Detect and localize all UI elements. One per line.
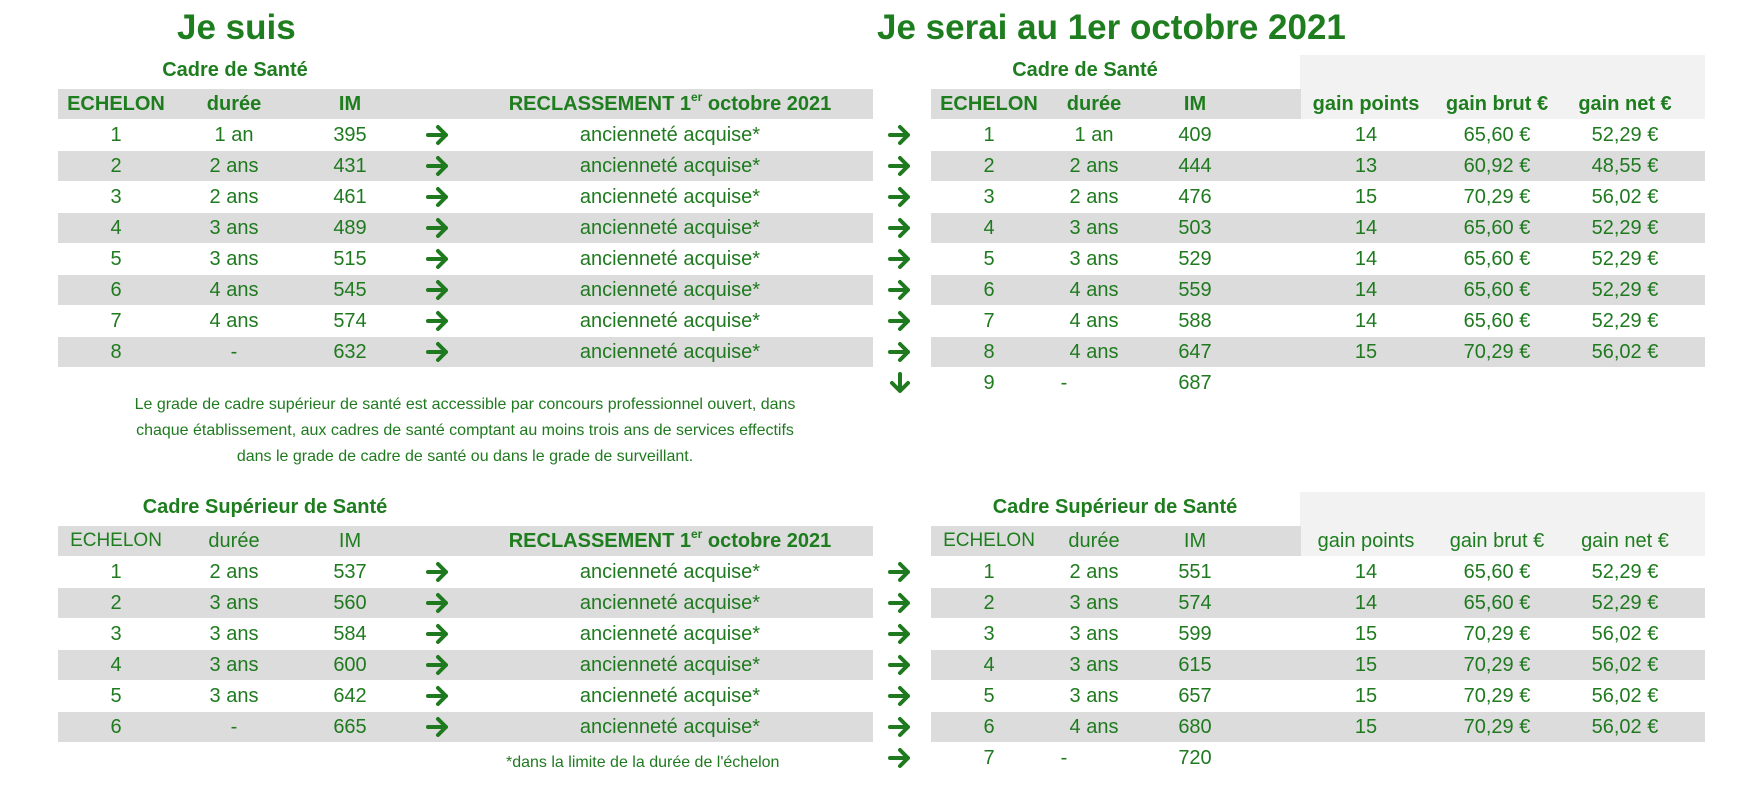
- gain-net-cell: 52,29 €: [1591, 217, 1659, 239]
- gain-net-cell: 56,02 €: [1591, 654, 1659, 676]
- arrow-right-icon: [425, 561, 451, 583]
- new-echelon-cell: 4: [983, 217, 995, 239]
- new-duree-cell: 3 ans: [1069, 248, 1119, 270]
- gain-points-cell: 14: [1354, 561, 1378, 583]
- gain-net-cell: 56,02 €: [1591, 685, 1659, 707]
- superieur-col-new-echelon: ECHELON: [943, 530, 1035, 551]
- echelon-cell: 1: [110, 561, 122, 583]
- arrow-right-icon: [425, 341, 451, 363]
- gain-points-cell: 14: [1354, 592, 1378, 614]
- arrow-right-icon: [887, 561, 913, 583]
- gain-brut-cell: 70,29 €: [1463, 654, 1531, 676]
- cadre-col-echelon: ECHELON: [67, 93, 165, 115]
- im-cell: 574: [333, 310, 367, 332]
- new-echelon-cell: 3: [983, 623, 995, 645]
- gain-brut-cell: 65,60 €: [1463, 561, 1531, 583]
- reclassement-label: RECLASSEMENT 1: [508, 93, 691, 115]
- new-echelon-cell: 8: [983, 341, 995, 363]
- new-im-cell: 559: [1178, 279, 1212, 301]
- duree-cell: 3 ans: [209, 623, 259, 645]
- gain-points-cell: 13: [1354, 155, 1378, 177]
- superieur-col-new-im: IM: [1183, 530, 1207, 552]
- new-echelon-cell: 7: [983, 310, 995, 332]
- echelon-cell: 4: [110, 654, 122, 676]
- new-im-cell: 720: [1178, 747, 1212, 769]
- reclassement-cell: ancienneté acquise*: [579, 155, 761, 177]
- arrow-right-icon: [425, 186, 451, 208]
- gain-net-cell: 52,29 €: [1591, 310, 1659, 332]
- reclassement-cell: ancienneté acquise*: [579, 592, 761, 614]
- superieur-gain-title-band: [1300, 492, 1705, 526]
- cadre-gain-title-band: [1300, 55, 1705, 89]
- reclassement-cell: ancienneté acquise*: [579, 341, 761, 363]
- reclassement-cell: ancienneté acquise*: [579, 685, 761, 707]
- im-cell: 665: [333, 716, 367, 738]
- echelon-cell: 4: [110, 217, 122, 239]
- new-echelon-cell: 6: [983, 279, 995, 301]
- arrow-right-icon: [425, 654, 451, 676]
- cadre-col-new-echelon: ECHELON: [940, 93, 1038, 115]
- new-im-cell: 588: [1178, 310, 1212, 332]
- new-im-cell: 551: [1178, 561, 1212, 583]
- gain-brut-cell: 65,60 €: [1463, 217, 1531, 239]
- cadre-col-new-duree: durée: [1066, 93, 1122, 115]
- new-duree-cell: 4 ans: [1069, 310, 1119, 332]
- arrow-right-icon: [887, 747, 913, 769]
- echelon-cell: 5: [110, 248, 122, 270]
- note-line-2: chaque établissement, aux cadres de santé comptant au moins trois ans de services effectifs: [136, 422, 794, 439]
- echelon-cell: 5: [110, 685, 122, 707]
- reclassement-cell: ancienneté acquise*: [579, 716, 761, 738]
- echelon-cell: 2: [110, 592, 122, 614]
- reclassement-cell: ancienneté acquise*: [579, 248, 761, 270]
- cadre-right-title: Cadre de Santé: [1012, 59, 1158, 81]
- arrow-right-icon: [425, 124, 451, 146]
- superieur-col-gain-net: gain net €: [1581, 530, 1669, 552]
- arrow-down-icon: [887, 372, 913, 394]
- new-im-cell: 615: [1178, 654, 1212, 676]
- duree-cell: 3 ans: [209, 592, 259, 614]
- new-echelon-cell: 5: [983, 248, 995, 270]
- duree-cell: 4 ans: [209, 279, 259, 301]
- gain-points-cell: 14: [1354, 310, 1378, 332]
- reclassement-cell: ancienneté acquise*: [579, 124, 761, 146]
- reclassement-cell: ancienneté acquise*: [579, 217, 761, 239]
- echelon-cell: 6: [110, 716, 122, 738]
- echelon-cell: 7: [110, 310, 122, 332]
- gain-points-cell: 15: [1354, 341, 1378, 363]
- gain-points-cell: 14: [1354, 279, 1378, 301]
- new-im-cell: 647: [1178, 341, 1212, 363]
- arrow-right-icon: [887, 685, 913, 707]
- new-duree-cell: 4 ans: [1069, 279, 1119, 301]
- duree-cell: 1 an: [214, 124, 254, 146]
- reclassement-cell: ancienneté acquise*: [579, 310, 761, 332]
- new-im-cell: 476: [1178, 186, 1212, 208]
- new-duree-cell: 2 ans: [1069, 561, 1119, 583]
- note-line-3: dans le grade de cadre de santé ou dans le grade de surveillant.: [236, 448, 694, 465]
- cadre-left-title: Cadre de Santé: [162, 59, 308, 81]
- cadre-col-gain-net: gain net €: [1578, 93, 1672, 115]
- arrow-right-icon: [425, 685, 451, 707]
- gain-brut-cell: 65,60 €: [1463, 279, 1531, 301]
- im-cell: 632: [333, 341, 367, 363]
- new-echelon-cell: 9: [983, 372, 995, 394]
- gain-brut-cell: 70,29 €: [1463, 341, 1531, 363]
- reclassement-sup: er: [690, 527, 703, 541]
- gain-points-cell: 14: [1354, 217, 1378, 239]
- arrow-right-icon: [887, 155, 913, 177]
- arrow-right-icon: [887, 592, 913, 614]
- arrow-right-icon: [887, 623, 913, 645]
- new-im-cell: 657: [1178, 685, 1212, 707]
- new-im-cell: 574: [1178, 592, 1212, 614]
- new-duree-cell: 4 ans: [1069, 716, 1119, 738]
- duree-cell: 3 ans: [209, 248, 259, 270]
- arrow-right-icon: [425, 623, 451, 645]
- gain-points-cell: 15: [1354, 685, 1378, 707]
- im-cell: 642: [333, 685, 367, 707]
- cadre-col-gain-brut: gain brut €: [1445, 93, 1549, 115]
- reclassement-cell: ancienneté acquise*: [579, 279, 761, 301]
- new-im-cell: 409: [1178, 124, 1212, 146]
- gain-net-cell: 52,29 €: [1591, 124, 1659, 146]
- duree-cell: 3 ans: [209, 217, 259, 239]
- duree-cell: -: [230, 716, 238, 738]
- new-duree-cell: 3 ans: [1069, 592, 1119, 614]
- new-duree-cell: 1 an: [1074, 124, 1114, 146]
- reclassement-cell: ancienneté acquise*: [579, 623, 761, 645]
- duree-cell: 3 ans: [209, 685, 259, 707]
- echelon-cell: 3: [110, 186, 122, 208]
- cadre-col-duree: durée: [206, 93, 262, 115]
- reclassement-tail: octobre 2021: [702, 530, 832, 552]
- reclassement-cell: ancienneté acquise*: [579, 561, 761, 583]
- new-echelon-cell: 7: [983, 747, 995, 769]
- superieur-col-im: IM: [338, 530, 362, 552]
- gain-brut-cell: 65,60 €: [1463, 248, 1531, 270]
- duree-cell: -: [230, 341, 238, 363]
- superieur-col-new-duree: durée: [1068, 530, 1120, 552]
- gain-points-cell: 15: [1354, 186, 1378, 208]
- note-line-1: Le grade de cadre supérieur de santé est accessible par concours professionnel ouvert, dans: [134, 396, 796, 413]
- reclassement-label: RECLASSEMENT 1: [508, 530, 691, 552]
- new-duree-cell: 3 ans: [1069, 217, 1119, 239]
- new-echelon-cell: 1: [983, 561, 995, 583]
- new-echelon-cell: 1: [983, 124, 995, 146]
- im-cell: 600: [333, 654, 367, 676]
- new-echelon-cell: 5: [983, 685, 995, 707]
- gain-brut-cell: 70,29 €: [1463, 186, 1531, 208]
- duree-cell: 4 ans: [209, 310, 259, 332]
- superieur-col-duree: durée: [208, 530, 260, 552]
- reclassement-tail: octobre 2021: [702, 93, 832, 115]
- gain-net-cell: 52,29 €: [1591, 561, 1659, 583]
- arrow-right-icon: [887, 279, 913, 301]
- gain-points-cell: 15: [1354, 623, 1378, 645]
- cadre-col-reclassement: [470, 89, 870, 119]
- new-echelon-cell: 4: [983, 654, 995, 676]
- duree-cell: 2 ans: [209, 155, 259, 177]
- reclassement-cell: ancienneté acquise*: [579, 654, 761, 676]
- im-cell: 431: [333, 155, 367, 177]
- gain-net-cell: 52,29 €: [1591, 248, 1659, 270]
- new-im-cell: 687: [1178, 372, 1212, 394]
- new-im-cell: 444: [1178, 155, 1212, 177]
- gain-brut-cell: 70,29 €: [1463, 685, 1531, 707]
- gain-net-cell: 56,02 €: [1591, 623, 1659, 645]
- arrow-right-icon: [887, 217, 913, 239]
- im-cell: 515: [333, 248, 367, 270]
- arrow-right-icon: [425, 217, 451, 239]
- cadre-header-gap: [873, 89, 931, 119]
- im-cell: 560: [333, 592, 367, 614]
- gain-net-cell: 52,29 €: [1591, 279, 1659, 301]
- cadre-col-gain-points: gain points: [1312, 93, 1420, 115]
- echelon-cell: 3: [110, 623, 122, 645]
- superieur-left-title: Cadre Supérieur de Santé: [142, 496, 388, 518]
- new-duree-cell: 2 ans: [1069, 155, 1119, 177]
- arrow-right-icon: [887, 310, 913, 332]
- gain-brut-cell: 65,60 €: [1463, 592, 1531, 614]
- cadre-col-im: IM: [338, 93, 362, 115]
- arrow-right-icon: [425, 248, 451, 270]
- new-duree-cell: 4 ans: [1069, 341, 1119, 363]
- gain-net-cell: 48,55 €: [1591, 155, 1659, 177]
- arrow-right-icon: [887, 654, 913, 676]
- echelon-cell: 8: [110, 341, 122, 363]
- gain-net-cell: 56,02 €: [1591, 341, 1659, 363]
- gain-brut-cell: 65,60 €: [1463, 124, 1531, 146]
- arrow-right-icon: [887, 124, 913, 146]
- superieur-right-title: Cadre Supérieur de Santé: [992, 496, 1238, 518]
- left-main-title: Je suis: [177, 8, 296, 47]
- duree-cell: 3 ans: [209, 654, 259, 676]
- im-cell: 545: [333, 279, 367, 301]
- arrow-right-icon: [425, 592, 451, 614]
- new-echelon-cell: 6: [983, 716, 995, 738]
- superieur-col-echelon: ECHELON: [70, 530, 162, 551]
- right-main-title: Je serai au 1er octobre 2021: [877, 8, 1346, 47]
- gain-net-cell: 56,02 €: [1591, 716, 1659, 738]
- im-cell: 461: [333, 186, 367, 208]
- reclassement-cell: ancienneté acquise*: [579, 186, 761, 208]
- new-duree-cell: -: [1060, 747, 1068, 769]
- superieur-col-reclassement: [470, 526, 870, 556]
- gain-brut-cell: 70,29 €: [1463, 623, 1531, 645]
- new-im-cell: 599: [1178, 623, 1212, 645]
- arrow-right-icon: [887, 341, 913, 363]
- im-cell: 537: [333, 561, 367, 583]
- superieur-col-gain-brut: gain brut €: [1449, 530, 1545, 552]
- echelon-cell: 6: [110, 279, 122, 301]
- superieur-header-gap: [873, 526, 931, 556]
- arrow-right-icon: [887, 186, 913, 208]
- new-duree-cell: 3 ans: [1069, 685, 1119, 707]
- arrow-right-icon: [887, 716, 913, 738]
- footnote: *dans la limite de la durée de l'échelon: [506, 754, 780, 771]
- cadre-col-new-im: IM: [1183, 93, 1207, 115]
- reclassement-sup: er: [690, 90, 703, 104]
- duree-cell: 2 ans: [209, 561, 259, 583]
- gain-points-cell: 15: [1354, 654, 1378, 676]
- new-duree-cell: 3 ans: [1069, 623, 1119, 645]
- new-echelon-cell: 2: [983, 592, 995, 614]
- arrow-right-icon: [425, 310, 451, 332]
- superieur-col-gain-points: gain points: [1317, 530, 1415, 552]
- arrow-right-icon: [425, 155, 451, 177]
- gain-brut-cell: 70,29 €: [1463, 716, 1531, 738]
- im-cell: 584: [333, 623, 367, 645]
- new-echelon-cell: 3: [983, 186, 995, 208]
- new-duree-cell: -: [1060, 372, 1068, 394]
- new-duree-cell: 3 ans: [1069, 654, 1119, 676]
- new-duree-cell: 2 ans: [1069, 186, 1119, 208]
- im-cell: 395: [333, 124, 367, 146]
- echelon-cell: 2: [110, 155, 122, 177]
- arrow-right-icon: [887, 248, 913, 270]
- gain-brut-cell: 65,60 €: [1463, 310, 1531, 332]
- new-im-cell: 680: [1178, 716, 1212, 738]
- duree-cell: 2 ans: [209, 186, 259, 208]
- echelon-cell: 1: [110, 124, 122, 146]
- arrow-right-icon: [425, 716, 451, 738]
- im-cell: 489: [333, 217, 367, 239]
- gain-brut-cell: 60,92 €: [1463, 155, 1531, 177]
- gain-points-cell: 14: [1354, 248, 1378, 270]
- gain-net-cell: 52,29 €: [1591, 592, 1659, 614]
- gain-points-cell: 15: [1354, 716, 1378, 738]
- new-im-cell: 503: [1178, 217, 1212, 239]
- new-echelon-cell: 2: [983, 155, 995, 177]
- gain-points-cell: 14: [1354, 124, 1378, 146]
- arrow-right-icon: [425, 279, 451, 301]
- new-im-cell: 529: [1178, 248, 1212, 270]
- gain-net-cell: 56,02 €: [1591, 186, 1659, 208]
